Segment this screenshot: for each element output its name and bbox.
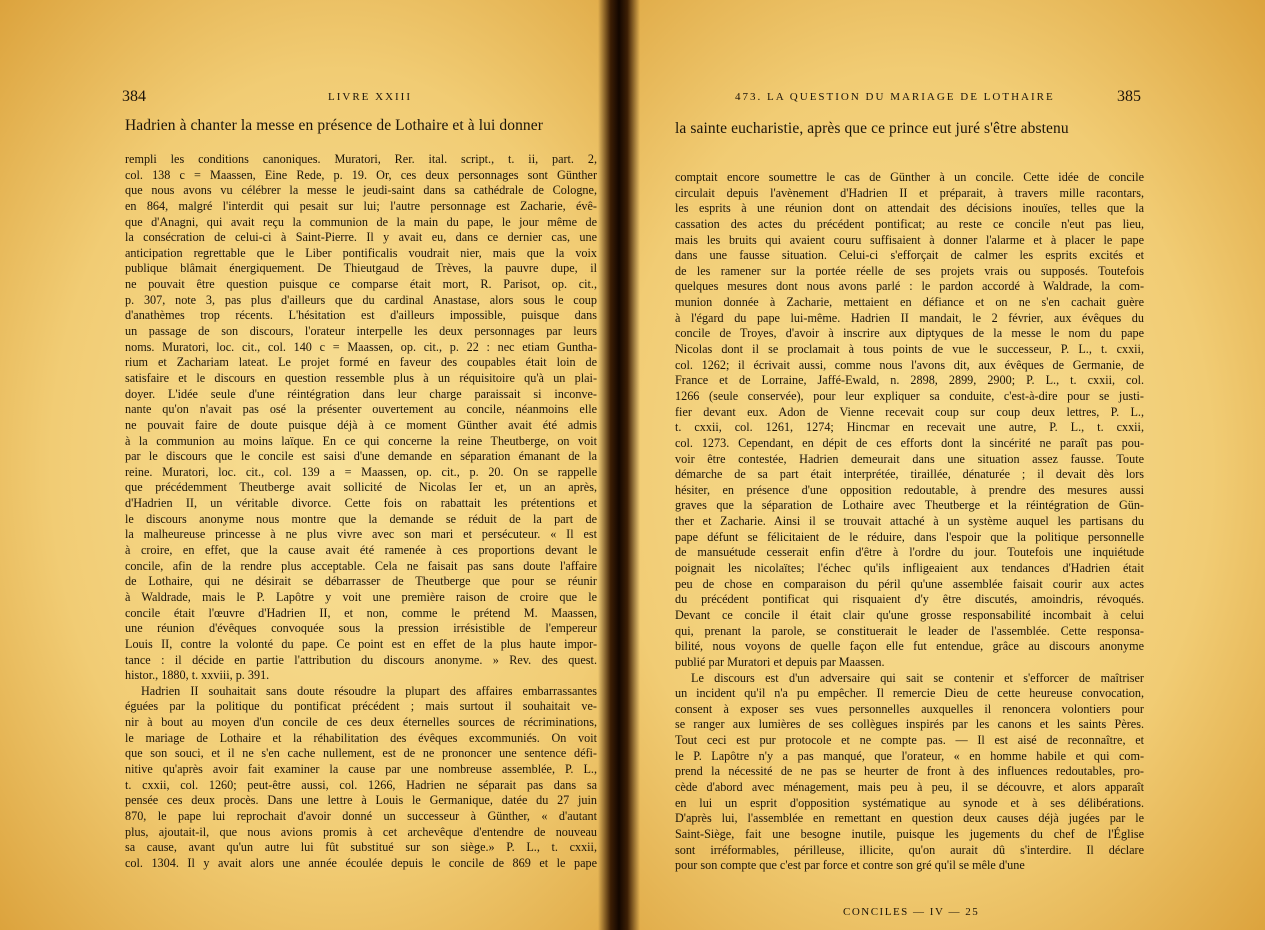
note-line: col. 1273. Cependant, en dépit de ces efforts dont la sincérité ne paraît pas pou-	[675, 435, 1144, 450]
note-line: voir être contestée, Hadrien demeurait dans une situation assez fausse. Toute	[675, 451, 1144, 466]
left-running-header	[122, 88, 413, 106]
right-running-head: 473. LA QUESTION DU MARIAGE DE LOTHAIRE	[735, 91, 1055, 103]
note-line: la consécration de celui-ci à Saint-Pierre. Il y avait eu, dans ce dernier cas, une	[125, 230, 597, 245]
note-line: bilité, nous voyons de quelle façon elle fut entendue, grâce au discours anonyme	[675, 639, 1144, 654]
note-line: rium et Zachariam lateat. Le projet formé en faveur des coupables était loin de	[125, 355, 597, 370]
note-line: fier devant eux. Adon de Vienne recevait coup sur coup deux lettres, P. L.,	[675, 404, 1144, 419]
note-line: anticipation regrettable que le Liber pontificalis voudrait nier, mais que la voix	[125, 245, 597, 260]
note-line: mais les bruits qui avaient couru suffisaient à donner l'alarme et à placer le pape	[675, 232, 1144, 247]
note-line: 870, le pape lui reprochait d'avoir donné un successeur à Günther, « d'autant	[125, 808, 597, 823]
note-line: quelques mesures dont nous avons parlé : le pardon accordé à Waldrade, la com-	[675, 279, 1144, 294]
note-line: nitive qu'après avoir fait examiner la cause par une nombreuse assemblée, P. L.,	[125, 761, 597, 776]
note-line: Tout ceci est pur protocole et ne compte pas. — Il est aisé de reconnaître, et	[675, 733, 1144, 748]
note-line: ne pouvait être question puisque ce comparse était mort, R. Parisot, op. cit.,	[125, 277, 597, 292]
note-line: Nicolas dont il se proclamait à tous points de vue le successeur, P. L., t. cxxii,	[675, 342, 1144, 357]
note-line: noms. Muratori, loc. cit., col. 140 c = Maassen, op. cit., p. 22 : nec etiam Guntha-	[125, 339, 597, 354]
note-line: poignait les nicolaïtes; l'échec qu'ils infligeaient aux tendances d'Hadrien était	[675, 561, 1144, 576]
note-line: concile était l'œuvre d'Hadrien II, et non, comme le prétend M. Maassen,	[125, 605, 597, 620]
note-line: plus, ajoutait-il, que nous avions promis à cet archevêque d'entendre de nouveau	[125, 824, 597, 839]
note-line: 1266 (seule conservée), pour leur expliquer sa conduite, c'est-à-dire pour se justi-	[675, 388, 1144, 403]
note-line: tance : il décide en partie l'attribution du discours anonyme. » Rev. des quest.	[125, 652, 597, 667]
note-line: en lui un esprit d'opposition systématique au synode et à ses délibérations.	[675, 795, 1144, 810]
note-line: le P. Lapôtre n'y a pas manqué, que l'orateur, « en homme habile et qui com-	[675, 748, 1144, 763]
left-notes-block	[125, 152, 597, 871]
left-large-text-line: Hadrien à chanter la messe en présence de Lothaire et à lui donner	[125, 117, 544, 134]
note-line: pensée ces deux procès. Dans une lettre à Louis le Germanique, datée du 27 juin	[125, 793, 597, 808]
note-line: col. 138 c = Maassen, Eine Rede, p. 19. Or, ces deux personnages sont Günther	[125, 167, 597, 182]
left-page-number: 384	[122, 88, 146, 105]
note-line: munion donnée à Zacharie, mettaient en défiance et on ne s'en cachait guère	[675, 295, 1144, 310]
book-gutter	[598, 0, 640, 930]
note-line: par le discours que le concile est saisi d'une demande en séparation émanant de la	[125, 449, 597, 464]
note-line: consent à exposer ses vues personnelles auxquelles il renoncera volontiers pour	[675, 701, 1144, 716]
note-line: se ranger aux lumières de ses collègues inspirés par les canons et les saints Pères.	[675, 717, 1144, 732]
right-notes-block	[675, 170, 1144, 874]
note-line: à la communion au moins laïque. En ce qui concerne la reine Theutberge, on voit	[125, 433, 597, 448]
note-line: circulait depuis l'avènement d'Hadrien II et préparait, à travers mille racontars,	[675, 185, 1144, 200]
note-line: France et de Lorraine, Jaffé-Ewald, n. 2898, 2899, 2900; P. L., t. cxxii, col.	[675, 373, 1144, 388]
note-line: de Lothaire, qui ne désirait se débarrasser de Theutberge que pour se réunir	[125, 574, 597, 589]
note-line: le mariage de Lothaire et la réhabilitation des évêques excommuniés. On voit	[125, 730, 597, 745]
note-line: Saint-Siège, fait une besogne inutile, puisque les jugements du chef de l'Église	[675, 826, 1144, 841]
note-line: t. cxxii, col. 1261, 1274; Hincmar en recevait une autre, P. L., t. cxxii,	[675, 420, 1144, 435]
left-page	[0, 0, 615, 930]
note-line: rempli les conditions canoniques. Muratori, Rer. ital. script., t. ii, part. 2,	[125, 152, 597, 166]
note-line: hésiter, en présence d'une opposition redoutable, à prendre des mesures aussi	[675, 482, 1144, 497]
note-line: que d'Anagni, qui avait reçu la communion de la main du pape, le jour même de	[125, 214, 597, 229]
note-line: que nous avons vu célébrer la messe le jeudi-saint dans sa cathédrale de Cologne,	[125, 183, 597, 198]
note-line: comptait encore soumettre le cas de Günther à un concile. Cette idée de concile	[675, 170, 1144, 184]
note-line: graves que la séparation de Lothaire avec Theutberge et la réintégration de Gün-	[675, 498, 1144, 513]
right-page-number: 385	[1117, 88, 1141, 105]
note-line: à croire, en effet, que la cause avait été ramenée à ces proportions devant le	[125, 543, 597, 558]
note-line: dans une fausse situation. Celui-ci s'efforçait de calmer les esprits excités et	[675, 248, 1144, 263]
right-page	[625, 0, 1265, 930]
note-line: Hadrien II souhaitait sans doute résoudre la plupart des affaires embarrassantes	[141, 683, 597, 698]
note-line: du précédent pontificat qui risquaient d'y être discutés, amoindris, révoqués.	[675, 592, 1144, 607]
note-line: nir à bout au moyen d'un concile de ces deux éternelles sources de récriminations,	[125, 715, 597, 730]
note-line: col. 1304. Il y avait alors une année écoulée depuis le concile de 869 et le pape	[125, 855, 597, 870]
note-line: éguées par la politique du pontificat précédent ; mais surtout il souhaitait ve-	[125, 699, 597, 714]
note-line: la malheureuse princesse à ne plus vivre avec son mari et persécuteur. « Il est	[125, 527, 597, 542]
note-line: de les ramener sur la portée réelle de ses projets vrais ou supposés. Toutefois	[675, 263, 1144, 278]
note-line: démarche de sa part était interprétée, tiraillée, dénaturée ; il devait dès lors	[675, 467, 1144, 482]
left-running-head: LIVRE XXIII	[328, 91, 413, 103]
right-page-footer: CONCILES — IV — 25	[843, 906, 980, 918]
right-large-text-line: la sainte eucharistie, après que ce prince eut juré s'être abstenu	[675, 120, 1069, 137]
note-line: concile, afin de la rendre plus acceptable. Cela ne faisait pas sans doute l'affaire	[125, 558, 597, 573]
note-line: cède d'abord avec ménagement, mais peu à peu, il se découvre, et alors apparaît	[675, 779, 1144, 794]
note-line: le discours anonyme nous montre que la demande se réduit de la part de	[125, 511, 597, 526]
note-line: D'après lui, l'assemblée en remettant en question deux causes déjà jugées par le	[675, 811, 1144, 826]
note-line: satisfaire et le discours en question ressemble plus à un réquisitoire qu'à un plai-	[125, 370, 597, 385]
note-line: concile de Troyes, d'avoir à inscrire aux diptyques de la messe le nom du pape	[675, 326, 1144, 341]
note-line: une réunion d'évêques convoquée sous la pression irrésistible de l'empereur	[125, 621, 597, 636]
note-line: d'Hadrien II, un véritable divorce. Cette fois on rabattait les prétentions et	[125, 496, 597, 511]
note-line: à Waldrade, mais le P. Lapôtre y voit une première raison de croire que le	[125, 589, 597, 604]
note-line: sa cause, avant qu'un autre lui fût substitué sur son siège.» P. L., t. cxxii,	[125, 840, 597, 855]
note-line: ne pouvait faire de doute puisque déjà à ce moment Günther avait été admis	[125, 417, 597, 432]
note-line: en 864, malgré l'interdit qui pesait sur lui; l'autre personnage est Zacharie, évê-	[125, 198, 597, 213]
note-line: à l'égard du pape lui-même. Hadrien II mandait, le 2 février, aux évêques du	[675, 310, 1144, 325]
note-line: les esprits à une réunion dont on attendait des décisions inouïes, telles que la	[675, 201, 1144, 216]
note-line: Devant ce concile il était clair qu'une grosse responsabilité incombait à celui	[675, 607, 1144, 622]
note-line: de mansuétude cesserait enfin d'être à l'ordre du jour. Toutefois une inquiétude	[675, 545, 1144, 560]
note-line: d'anathèmes trop récents. L'hésitation est d'ailleurs impossible, puisque dans	[125, 308, 597, 323]
note-line: publié par Muratori et depuis par Maassen.	[675, 654, 885, 669]
note-line: que son souci, et il ne s'en cache nullement, est de ne prononcer une sentence défi-	[125, 746, 597, 761]
note-line: Louis II, contre la volonté du pape. Ce point est en effet de la plus haute impor-	[125, 636, 597, 651]
note-line: t. cxxii, col. 1260; peut-être aussi, col. 1266, Hadrien ne séparait pas dans sa	[125, 777, 597, 792]
note-line: publique blâmait énergiquement. De Thieutgaud de Trèves, la pauvre dupe, il	[125, 261, 597, 276]
note-line: pour son compte que c'est par force et contre son gré qu'il se mêle d'une	[675, 858, 1025, 873]
note-line: sont irréformables, périlleuse, illicite, qu'on aurait dû s'interdire. Il déclare	[675, 842, 1144, 857]
note-line: Le discours est d'un adversaire qui sait se contenir et s'efforcer de maîtriser	[691, 670, 1144, 685]
note-line: ther et Zacharie. Ainsi il se trouvait attaché à un système auquel les partisans du	[675, 514, 1144, 529]
note-line: prend la nécessité de ne pas se heurter de front à des influences redoutables, pro-	[675, 764, 1144, 779]
note-line: un incident qu'il n'a pu empêcher. Il remercie Dieu de cette heureuse convocation,	[675, 686, 1144, 701]
note-line: doyer. L'idée seule d'une réintégration dans leur charge paraissait si inconve-	[125, 386, 597, 401]
note-line: col. 1262; il écrivait aussi, comme nous l'avons dit, aux évêques de Germanie, de	[675, 357, 1144, 372]
note-line: un passage de son discours, l'orateur interpelle les deux personnages par leurs	[125, 324, 597, 339]
note-line: histor., 1880, t. xxviii, p. 391.	[125, 668, 270, 683]
note-line: p. 307, note 3, pas plus d'ailleurs que du cardinal Anastase, alors sous le coup	[125, 292, 597, 307]
note-line: cassation des actes du précédent pontificat; au reste ce concile n'eut pas lieu,	[675, 216, 1144, 231]
note-line: qui, prenant la parole, se constituerait le leader de l'assemblée. Cette responsa-	[675, 623, 1144, 638]
note-line: que précédemment Theutberge avait sollicité de Nicolas Ier et, un an après,	[125, 480, 597, 495]
note-line: peu de chose en comparaison du péril qu'une assemblée faisait courir aux actes	[675, 576, 1144, 591]
note-line: pape défunt se félicitaient de le réduire, dans l'espoir que la politique personnelle	[675, 529, 1144, 544]
note-line: nante qu'on n'avait pas osé la présenter ouvertement au concile, néanmoins elle	[125, 402, 597, 417]
note-line: reine. Muratori, loc. cit., col. 139 a = Maassen, op. cit., p. 20. On se rappelle	[125, 464, 597, 479]
